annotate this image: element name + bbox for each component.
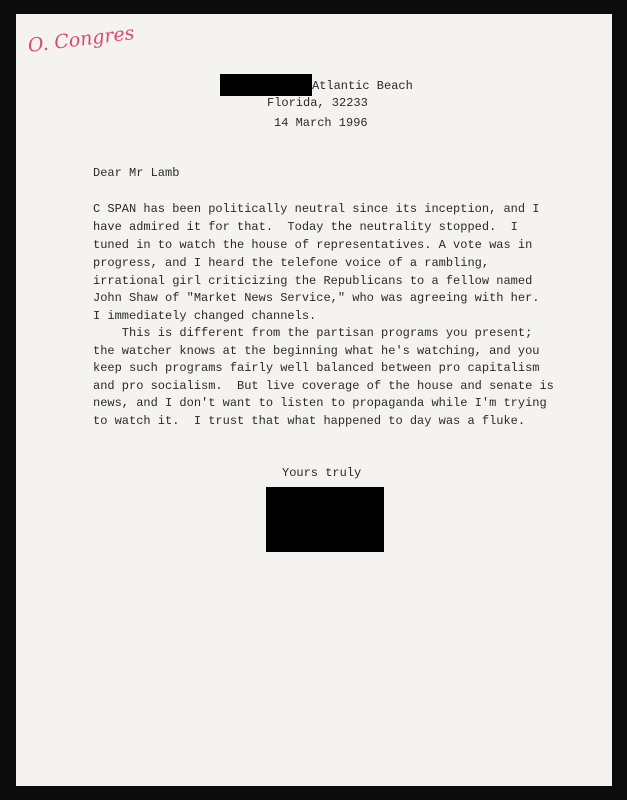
redacted-name-block [220, 74, 312, 96]
body-line: irrational girl criticizing the Republicans to a fellow named [93, 274, 533, 288]
body-line: to watch it. I trust that what happened to day was a fluke. [93, 414, 526, 428]
closing: Yours truly [282, 466, 362, 480]
address-line-2: Florida, 32233 [267, 96, 368, 110]
body-line: This is different from the partisan programs you present; [93, 326, 533, 340]
body-line: keep such programs fairly well balanced between pro capitalism [93, 361, 540, 375]
body-line: news, and I don't want to listen to propaganda while I'm trying [93, 396, 547, 410]
body-line: I immediately changed channels. [93, 309, 317, 323]
body-line: have admired it for that. Today the neutrality stopped. I [93, 220, 518, 234]
body-line: and pro socialism. But live coverage of the house and senate is [93, 379, 554, 393]
body-line: John Shaw of "Market News Service," who was agreeing with her. [93, 291, 540, 305]
body-line: progress, and I heard the telefone voice of a rambling, [93, 256, 490, 270]
handwritten-annotation: O. Congres [26, 22, 136, 57]
body-line: tuned in to watch the house of representatives. A vote was in [93, 238, 533, 252]
letter-date: 14 March 1996 [274, 116, 368, 130]
address-line-1: Atlantic Beach [312, 79, 413, 93]
salutation: Dear Mr Lamb [93, 166, 180, 180]
redacted-signature-block [266, 487, 384, 552]
body-line: C SPAN has been politically neutral since its inception, and I [93, 202, 540, 216]
body-line: the watcher knows at the beginning what he's watching, and you [93, 344, 540, 358]
